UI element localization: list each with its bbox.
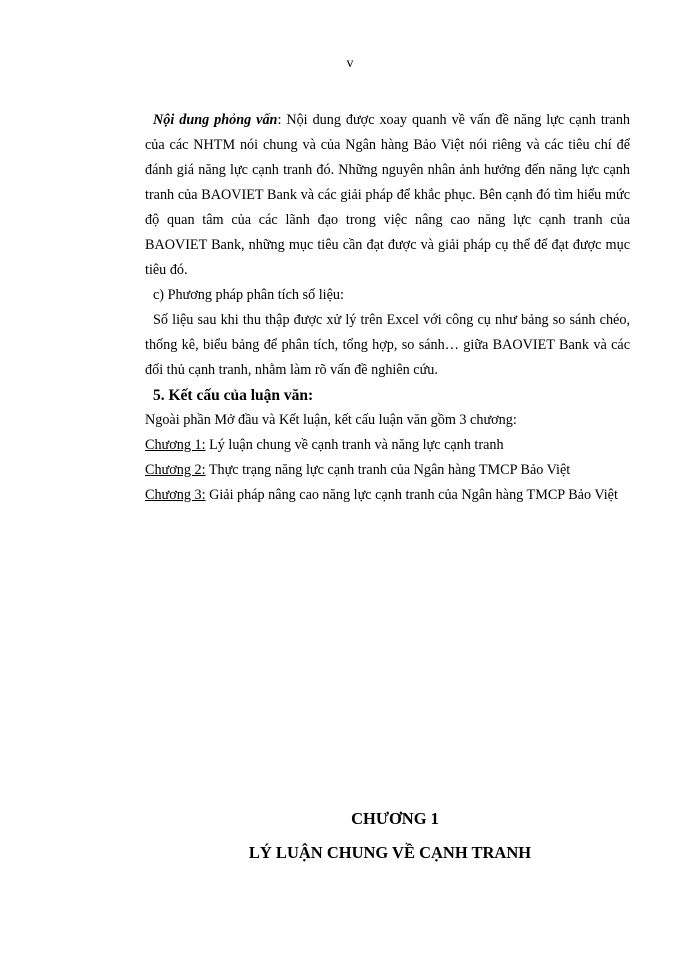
chapter-1-title: Lý luận chung về cạnh tranh và năng lực cạnh tranh [205,437,504,453]
interview-paragraph [145,108,630,283]
structure-intro: Ngoài phần Mở đầu và Kết luận, kết cấu luận văn gồm 3 chương: [145,412,517,428]
method-c-paragraph: Số liệu sau khi thu thập được xử lý trên Excel với công cụ như bảng so sánh chéo, thống kê, biểu bảng để phân tích, tổng hợp, so sánh… giữa BAOVIET Bank và các đối thủ cạnh tranh, nhằm làm rõ vấn đề nghiên cứu. [145,312,630,378]
chapter-list-item-1 [145,433,630,458]
body-text [145,108,630,508]
chapter-3-link[interactable]: Chương 3: [145,487,206,503]
chapter-3-title: Giải pháp nâng cao năng lực cạnh tranh của Ngân hàng TMCP Bảo Việt [205,487,618,503]
interview-lead-in: Nội dung phỏng vấn [153,112,278,128]
chapter-title: LÝ LUẬN CHUNG VỀ CẠNH TRANH [248,843,532,862]
chapter-list-item-2 [145,458,630,483]
chapter-2-link[interactable]: Chương 2: [145,462,206,478]
interview-text: : Nội dung được xoay quanh về vấn đề năng lực cạnh tranh của các NHTM nói chung và của Ngân hàng Bảo Việt nói riêng và các tiêu chí để đánh giá năng lực cạnh tranh đó. Những nguyên nhân ảnh hưởng đến năng lực cạnh tranh của BAOVIET Bank và các giải pháp để khắc phục. Bên cạnh đó tìm hiểu mức độ quan tâm của các lãnh đạo trong việc nâng cao năng lực cạnh tranh của BAOVIET Bank, những mục tiêu cần đạt được và giải pháp cụ thể để đạt được mục tiêu đó. [145,112,631,278]
structure-heading: 5. Kết cấu của luận văn: [153,387,314,404]
chapter-list-item-3 [145,483,630,508]
chapter-1-link[interactable]: Chương 1: [145,437,206,453]
method-c-heading: c) Phương pháp phân tích số liệu: [153,287,344,303]
chapter-number: CHƯƠNG 1 [351,809,439,828]
chapter-heading [0,808,700,864]
page-number: v [346,56,354,71]
chapter-2-title: Thực trạng năng lực cạnh tranh của Ngân hàng TMCP Bảo Việt [205,462,571,478]
